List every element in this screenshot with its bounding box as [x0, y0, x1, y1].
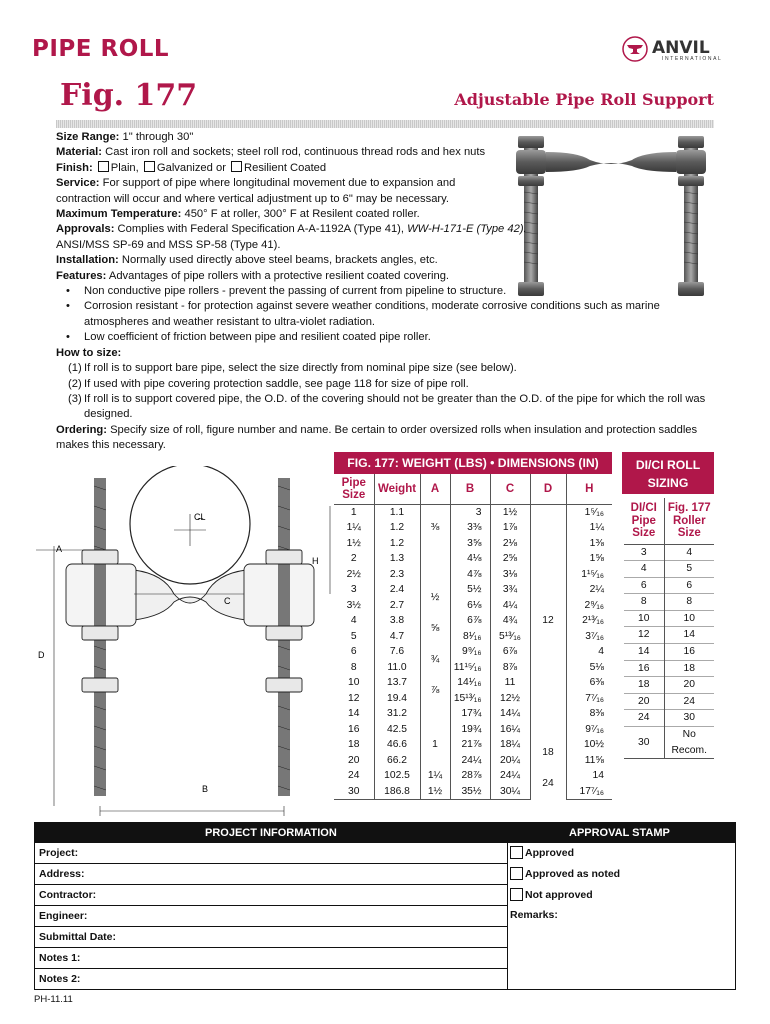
table-row — [334, 551, 612, 567]
table-row — [624, 660, 714, 677]
anvil-logo — [622, 36, 742, 64]
dim-c-cell: 20¼ — [490, 753, 530, 769]
table-row — [334, 660, 612, 676]
dici-pipe-size-cell: 4 — [624, 561, 664, 578]
how-to-size-list — [56, 361, 716, 423]
approvals-continued: ANSI/MSS SP-69 and MSS SP-58 (Type 41). — [56, 238, 281, 251]
dim-b-cell: 28⅞ — [450, 768, 490, 784]
dim-c-cell: 12½ — [490, 691, 530, 707]
dim-h-cell: 2¼ — [589, 584, 604, 595]
table-row — [624, 577, 714, 594]
table-row — [624, 627, 714, 644]
dim-d-cell: 18 — [530, 737, 566, 768]
brand-name: ANVIL — [652, 38, 710, 58]
list-item: (2) If used with pipe covering protection saddle, see page 118 for size of pipe roll. — [68, 377, 469, 390]
header-a: A — [420, 474, 450, 504]
notes-2-field[interactable]: Notes 2: — [39, 973, 81, 985]
table-row — [624, 644, 714, 661]
dim-a-cell: ¾ — [420, 644, 450, 675]
finish-plain-checkbox[interactable] — [98, 161, 109, 172]
dim-b-cell: 24¼ — [450, 753, 490, 769]
dici-pipe-size-cell: 14 — [624, 644, 664, 661]
pipe-size-cell: 1½ — [334, 536, 374, 552]
engineer-field[interactable]: Engineer: — [35, 906, 507, 927]
dim-h-cell: 5⅛ — [589, 661, 604, 673]
dim-h-cell: 1⅝ — [589, 553, 604, 564]
weight-cell: 2.7 — [374, 598, 420, 614]
table-row — [334, 520, 612, 536]
project-fields — [35, 843, 507, 990]
approval-stamp — [507, 843, 735, 989]
material: Material: Cast iron roll and sockets; steel roll rod, continuous thread rods and hex nuts — [56, 146, 486, 159]
address-field[interactable]: Address: — [35, 864, 507, 885]
pipe-size-cell: 3 — [334, 582, 374, 598]
table-row — [334, 536, 612, 552]
weight-cell: 46.6 — [374, 737, 420, 753]
label-c: C — [224, 596, 231, 606]
weight-cell: 13.7 — [374, 675, 420, 691]
figure-number: Fig. 177 — [60, 78, 198, 113]
table-row — [334, 582, 612, 598]
finish-resilient-checkbox[interactable] — [231, 161, 242, 172]
header-dici-pipe-size: DI/CI Pipe Size — [624, 498, 664, 544]
installation: Installation: Normally used directly above steel beams, brackets angles, etc. — [56, 254, 438, 267]
dim-b-cell: 6⅛ — [450, 598, 490, 614]
dim-c-cell: 5¹³⁄₁₆ — [490, 629, 530, 645]
pipe-size-cell: 4 — [334, 613, 374, 629]
table-row — [334, 629, 612, 645]
pipe-size-cell: 1 — [334, 504, 374, 520]
roller-size-cell: 8 — [664, 594, 714, 611]
dici-pipe-size-cell: 8 — [624, 594, 664, 611]
dim-b-cell: 5½ — [450, 582, 490, 598]
table-row — [334, 737, 612, 753]
project-info-heading: PROJECT INFORMATION — [205, 827, 337, 839]
dim-c-cell: 4¼ — [490, 598, 530, 614]
contractor-field[interactable]: Contractor: — [35, 885, 507, 906]
pipe-size-cell: 6 — [334, 644, 374, 660]
header-pipe-size: Pipe Size — [334, 474, 374, 504]
remarks-field[interactable]: Remarks: — [510, 909, 558, 921]
dici-pipe-size-cell: 18 — [624, 677, 664, 694]
dim-h-cell: 1¼ — [589, 522, 604, 533]
roller-size-cell: No Recom. — [664, 727, 714, 759]
dim-b-cell: 3⅜ — [450, 520, 490, 536]
not-approved-checkbox[interactable] — [510, 888, 523, 901]
dim-h-cell: 7⁷⁄₁₆ — [585, 692, 604, 704]
dim-b-cell: 3⅝ — [450, 536, 490, 552]
dim-c-cell: 6⅞ — [490, 644, 530, 660]
roller-size-cell: 6 — [664, 577, 714, 594]
weight-cell: 1.1 — [374, 504, 420, 520]
label-d: D — [38, 650, 45, 660]
weight-cell: 2.3 — [374, 567, 420, 583]
dim-h-cell: 17⁷⁄₁₆ — [566, 784, 612, 800]
table-row — [334, 784, 612, 800]
header-b: B — [450, 474, 490, 504]
project-form — [34, 822, 736, 990]
ordering: Ordering: Specify size of roll, figure number and name. Be certain to order oversized rolls when insulation and protection saddles makes this necessary. — [56, 423, 698, 452]
finish-galvanized-checkbox[interactable] — [144, 161, 155, 172]
approved-as-noted-checkbox[interactable] — [510, 867, 523, 880]
table-row — [334, 706, 612, 722]
dici-pipe-size-cell: 10 — [624, 610, 664, 627]
dim-b-cell: 9⁹⁄₁₆ — [450, 644, 490, 660]
roller-size-cell: 18 — [664, 660, 714, 677]
dim-c-cell: 14¼ — [490, 706, 530, 722]
pipe-size-cell: 12 — [334, 691, 374, 707]
header-d: D — [530, 474, 566, 504]
weight-cell: 42.5 — [374, 722, 420, 738]
table-row — [624, 693, 714, 710]
dim-c-cell: 4¾ — [490, 613, 530, 629]
dim-b-cell: 6⅞ — [450, 613, 490, 629]
table-row — [624, 677, 714, 694]
table-row — [334, 675, 612, 691]
table-row — [334, 722, 612, 738]
list-item: (1) If roll is to support bare pipe, select the size directly from nominal pipe size (see below). — [68, 362, 517, 375]
dim-a-cell: ⅜ — [420, 504, 450, 551]
list-item: • Non conductive pipe rollers - prevent the passing of current from pipeline to structure. — [56, 284, 716, 299]
roller-size-cell: 5 — [664, 561, 714, 578]
weight-cell: 3.8 — [374, 613, 420, 629]
dici-pipe-size-cell: 6 — [624, 577, 664, 594]
approvals: Approvals: Complies with Federal Specification A-A-1192A (Type 41), WW-H-171-E (Type 42). — [56, 223, 527, 236]
features: Features: Advantages of pipe rollers with a protective resilient coated covering. — [56, 269, 450, 282]
approval-stamp-heading: APPROVAL STAMP — [569, 827, 670, 839]
header-divider — [56, 120, 714, 128]
roller-size-cell: 24 — [664, 693, 714, 710]
dim-h-cell: 1⁵⁄₁₆ — [584, 506, 604, 518]
dim-b-cell: 19¾ — [450, 722, 490, 738]
dim-c-cell: 11 — [490, 675, 530, 691]
pipe-size-cell: 3½ — [334, 598, 374, 614]
table-row — [624, 610, 714, 627]
dim-h-cell: 1¹⁵⁄₁₆ — [581, 568, 604, 580]
dim-b-cell: 35½ — [450, 784, 490, 800]
dim-a-cell: 1½ — [420, 784, 450, 800]
header-weight: Weight — [374, 474, 420, 504]
roller-size-cell: 30 — [664, 710, 714, 727]
header-roller-size: Fig. 177 Roller Size — [664, 498, 714, 544]
roller-size-cell: 10 — [664, 610, 714, 627]
table-row — [624, 710, 714, 727]
list-item: • Corrosion resistant - for protection against severe weather conditions, moderate corrosive conditions such as marine atmospheres and weather resistant to ultra-violet radiation. — [56, 299, 716, 330]
dim-c-cell: 24¼ — [490, 768, 530, 784]
dim-b-cell: 15¹³⁄₁₆ — [450, 691, 490, 707]
table-row — [624, 561, 714, 578]
table-row — [334, 598, 612, 614]
table-row — [334, 567, 612, 583]
pipe-size-cell: 5 — [334, 629, 374, 645]
table-row — [334, 768, 612, 784]
dimensions-table-title: FIG. 177: WEIGHT (LBS) • DIMENSIONS (IN) — [334, 452, 612, 474]
pipe-size-cell: 20 — [334, 753, 374, 769]
dim-c-cell: 18¼ — [490, 737, 530, 753]
finish: Finish: Plain, Galvanized or Resilient Coated — [56, 161, 327, 174]
dim-b-cell: 8¹⁄₁₆ — [450, 629, 490, 645]
dici-pipe-size-cell: 3 — [624, 544, 664, 561]
anvil-icon — [622, 36, 650, 62]
dim-h-cell: 10½ — [583, 739, 604, 750]
weight-cell: 1.3 — [374, 551, 420, 567]
dim-h-cell: 2⁹⁄₁₆ — [584, 599, 604, 611]
dim-a-cell: 1¼ — [420, 768, 450, 784]
table-row — [334, 504, 612, 520]
weight-cell: 31.2 — [374, 706, 420, 722]
dim-b-cell: 14¹⁄₁₆ — [450, 675, 490, 691]
brand-subtitle: INTERNATIONAL — [662, 56, 723, 62]
approved-checkbox[interactable] — [510, 846, 523, 859]
approved-option[interactable]: Approved — [508, 843, 735, 864]
pipe-size-cell: 10 — [334, 675, 374, 691]
dici-pipe-size-cell: 20 — [624, 693, 664, 710]
dim-b-cell: 21⅞ — [450, 737, 490, 753]
dim-b-cell: 4⅞ — [450, 567, 490, 583]
label-centerline: C̶L — [194, 512, 206, 522]
pipe-size-cell: 30 — [334, 784, 374, 800]
pipe-size-cell: 14 — [334, 706, 374, 722]
weight-cell: 11.0 — [374, 660, 420, 676]
dim-a-cell — [420, 551, 450, 582]
dim-h-cell: 14 — [592, 770, 604, 781]
label-a: A — [56, 544, 63, 554]
dici-pipe-size-cell: 16 — [624, 660, 664, 677]
pipe-size-cell: 18 — [334, 737, 374, 753]
table-row — [334, 691, 612, 707]
dim-d-cell: 24 — [530, 768, 566, 800]
table-row — [624, 594, 714, 611]
specifications — [56, 130, 716, 454]
dim-a-cell: 1 — [420, 722, 450, 769]
size-range: Size Range: 1" through 30" — [56, 131, 194, 143]
dici-pipe-size-cell: 30 — [624, 727, 664, 759]
dim-h-cell: 4 — [598, 646, 604, 657]
weight-cell: 1.2 — [374, 520, 420, 536]
dim-d-cell: 12 — [530, 504, 566, 737]
dim-b-cell: 11¹⁵⁄₁₆ — [450, 660, 490, 676]
sizing-table-title: DI/CI ROLL SIZING — [622, 452, 714, 494]
feature-list — [56, 284, 716, 346]
dim-c-cell: 8⅞ — [490, 660, 530, 676]
dim-c-cell: 3⅛ — [490, 567, 530, 583]
weight-cell: 186.8 — [374, 784, 420, 800]
pipe-size-cell: 8 — [334, 660, 374, 676]
weight-cell: 1.2 — [374, 536, 420, 552]
roller-size-cell: 20 — [664, 677, 714, 694]
section-title: PIPE ROLL — [32, 36, 170, 62]
pipe-size-cell: 24 — [334, 768, 374, 784]
weight-cell: 4.7 — [374, 629, 420, 645]
dim-h-cell: 11⅝ — [584, 754, 604, 766]
table-row — [334, 644, 612, 660]
dim-c-cell: 2⅝ — [490, 551, 530, 567]
header-c: C — [490, 474, 530, 504]
max-temperature: Maximum Temperature: 450° F at roller, 300° F at Resilent coated roller. — [56, 208, 420, 221]
technical-drawing — [34, 466, 334, 816]
dim-b-cell: 4⅛ — [450, 551, 490, 567]
table-row — [624, 544, 714, 561]
dim-a-cell: ⅝ — [420, 613, 450, 644]
dim-h-cell: 3⁷⁄₁₆ — [585, 630, 604, 642]
dici-pipe-size-cell: 24 — [624, 710, 664, 727]
not-approved-option[interactable]: Not approved — [508, 885, 735, 906]
dim-c-cell: 2⅛ — [490, 536, 530, 552]
weight-cell: 66.2 — [374, 753, 420, 769]
header-h: H — [566, 474, 612, 504]
list-item: (3) If roll is to support covered pipe, the O.D. of the covering should not be greater than the O.D. of the pipe for which the roll was designed. — [68, 392, 706, 421]
roller-size-cell: 4 — [664, 544, 714, 561]
notes-1-field[interactable]: Notes 1: — [35, 948, 507, 969]
dim-h-cell: 9⁷⁄₁₆ — [585, 723, 604, 735]
dim-h-cell: 1⅜ — [589, 537, 604, 549]
dim-a-cell: ½ — [420, 582, 450, 613]
pipe-size-cell: 16 — [334, 722, 374, 738]
submittal-date-field[interactable]: Submittal Date: — [35, 927, 507, 948]
dici-pipe-size-cell: 12 — [624, 627, 664, 644]
roller-size-cell: 16 — [664, 644, 714, 661]
pipe-size-cell: 1¼ — [334, 520, 374, 536]
table-row — [624, 727, 714, 759]
approved-as-noted-option[interactable]: Approved as noted — [508, 864, 735, 885]
weight-cell: 102.5 — [374, 768, 420, 784]
page-code: PH-11.11 — [34, 994, 73, 1005]
product-name: Adjustable Pipe Roll Support — [454, 90, 714, 109]
dim-h-cell: 2¹³⁄₁₆ — [582, 615, 604, 626]
label-h: H — [312, 556, 319, 566]
form-header — [35, 823, 735, 843]
dimensions-table — [334, 452, 612, 800]
weight-cell: 2.4 — [374, 582, 420, 598]
pipe-size-cell: 2½ — [334, 567, 374, 583]
dim-h-cell: 8⅜ — [589, 708, 604, 719]
list-item: • Low coefficient of friction between pipe and resilient coated pipe roller. — [56, 330, 716, 345]
dim-b-cell: 3 — [450, 504, 490, 520]
sizing-table — [624, 498, 714, 759]
roller-size-cell: 14 — [664, 627, 714, 644]
project-field[interactable]: Project: — [35, 843, 507, 864]
label-b: B — [202, 784, 209, 794]
pipe-size-cell: 2 — [334, 551, 374, 567]
weight-cell: 7.6 — [374, 644, 420, 660]
how-to-size-heading: How to size: — [56, 346, 122, 359]
dim-c-cell: 30¼ — [490, 784, 530, 800]
dim-b-cell: 17¾ — [450, 706, 490, 722]
dim-c-cell: 1⅞ — [490, 520, 530, 536]
table-row — [334, 753, 612, 769]
weight-cell: 19.4 — [374, 691, 420, 707]
dim-c-cell: 16¼ — [490, 722, 530, 738]
dim-a-cell: ⅞ — [420, 675, 450, 706]
service: Service: For support of pipe where longitudinal movement due to expansion and contraction will occur and where vertical adjustment up to 6" may be necessary. — [56, 177, 456, 205]
dim-a-cell — [420, 706, 450, 722]
dim-c-cell: 1½ — [490, 504, 530, 520]
table-row — [334, 613, 612, 629]
dim-c-cell: 3¾ — [490, 582, 530, 598]
dim-h-cell: 6⅜ — [589, 677, 604, 688]
